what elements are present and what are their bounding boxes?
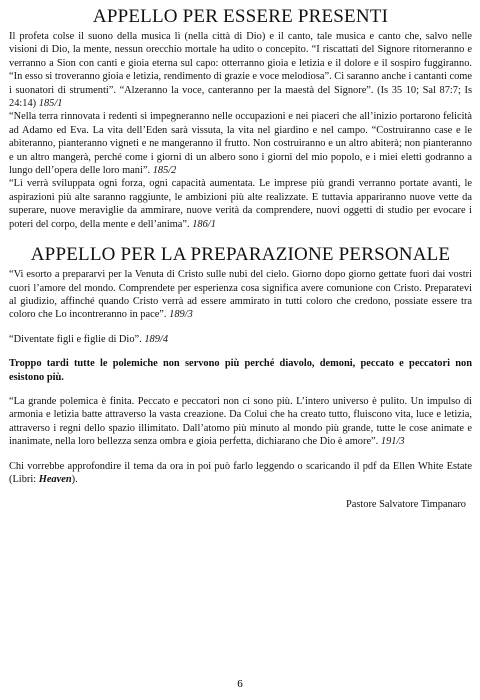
bold-statement: Troppo tardi tutte le polemiche non servono più perché diavolo, demoni, peccato e peccatori non esistono più. xyxy=(9,358,472,383)
further-reading-text: Chi vorrebbe approfondire il tema da ora in poi può farlo leggendo o scaricando il pdf da Ellen White Estate (Libri: xyxy=(9,460,472,485)
paragraph-music xyxy=(9,30,472,110)
paragraph-further-reading xyxy=(9,460,472,487)
reference-185-2: 185/2 xyxy=(152,165,177,177)
further-reading-tail: ). xyxy=(71,473,78,485)
paragraph-children xyxy=(9,333,472,346)
paragraph-capacity-text: “Lì verrà sviluppata ogni forza, ogni capacità aumentata. Le imprese più grandi verranno portate avanti, le aspirazioni più alte saranno raggiunte, le ambizioni più alte realizzate. E tuttavia appariranno nuove vette da superare, nuove meraviglie da ammirare, nuove verità da comprendere, nuovi oggetti di studio per evocare i poteri del corpo, della mente e dell’anima”. xyxy=(9,178,472,230)
reference-191-3: 191/3 xyxy=(380,436,405,448)
paragraph-new-earth-text: “Nella terra rinnovata i redenti si impegneranno nelle occupazioni e nei piaceri che all’inizio portarono felicità ad Adamo ed Eva. La vita dell’Eden sarà vissuta, la vita nel giardino e nel campo. “Costruiranno case e le abiteranno, pianteranno vigneti e ne mangeranno il frutto. Non costruiranno e un altro abiterà; non pianteranno e un altro mangerà, perché come i giorni di un albero sono i giorni del mio popolo, e i miei eletti godranno a lungo dell’opera delle loro mani”. xyxy=(9,111,472,177)
paragraph-exhort xyxy=(9,268,472,322)
reference-189-3: 189/3 xyxy=(169,309,193,321)
paragraph-controversy xyxy=(9,395,472,449)
section-title-preparazione: APPELLO PER LA PREPARAZIONE PERSONALE xyxy=(30,244,451,266)
page-number: 6 xyxy=(237,678,243,690)
paragraph-music-text: Il profeta colse il suono della musica lì (nella città di Dio) e il canto, tale musica e canto che, salvo nelle visioni di Dio, la mente, nessun orecchio mortale ha udito o concepito. “I riscattati del Signore ritorneranno e verranno a Sion con canti e gioia eterna sul capo: otterranno gioia e letizia e il dolore e il sospiro fuggiranno. “In esso si troveranno gioia e letizia, rendimento di grazie e voce melodiosa”. Ci saranno anche i cantanti come i suonatori di strumenti”. “Alzeranno la voce, canteranno per la maestà del Signore”. (Is 35 10; Sal 87:7; Is 24:14) xyxy=(9,31,472,110)
section-title-presenti: APPELLO PER ESSERE PRESENTI xyxy=(92,6,389,27)
paragraph-capacity xyxy=(9,177,472,231)
paragraph-children-text: “Diventate figli e figlie di Dio”. xyxy=(9,333,142,345)
reference-186-1: 186/1 xyxy=(192,218,216,230)
paragraph-controversy-text: “La grande polemica è finita. Peccato e peccatori non ci sono più. L’intero universo è pulito. Un impulso di armonia e letizia batte attraverso la vasta creazione. Da Colui che ha creato tutto, fluiscono vita, luce e letizia, attraverso i regni dello spazio illimitato. Dall’atomo più minuto al mondo più grande, tutte le cose animate e inanimate, nella loro bellezza senza ombra e gioia perfetta, dichiarano che Dio è amore”. xyxy=(9,395,472,448)
reference-189-4: 189/4 xyxy=(144,333,169,345)
paragraph-exhort-text: “Vi esorto a prepararvi per la Venuta di Cristo sulle nubi del cielo. Giorno dopo giorno gettate fuori dai vostri cuori l’amore del mondo. Comprendete per esperienza cosa significa avere comunione con Cristo. Preparatevi al giudizio, affinché quando Cristo verrà ad essere ammirato in tutti coloro che credono, possiate essere tra coloro che Lo incontreranno in pace”. xyxy=(9,269,472,321)
book-title-heaven: Heaven xyxy=(38,473,72,485)
reference-185-1: 185/1 xyxy=(38,98,63,110)
author-signature: Pastore Salvatore Timpanaro xyxy=(345,499,466,511)
paragraph-new-earth xyxy=(9,110,472,177)
